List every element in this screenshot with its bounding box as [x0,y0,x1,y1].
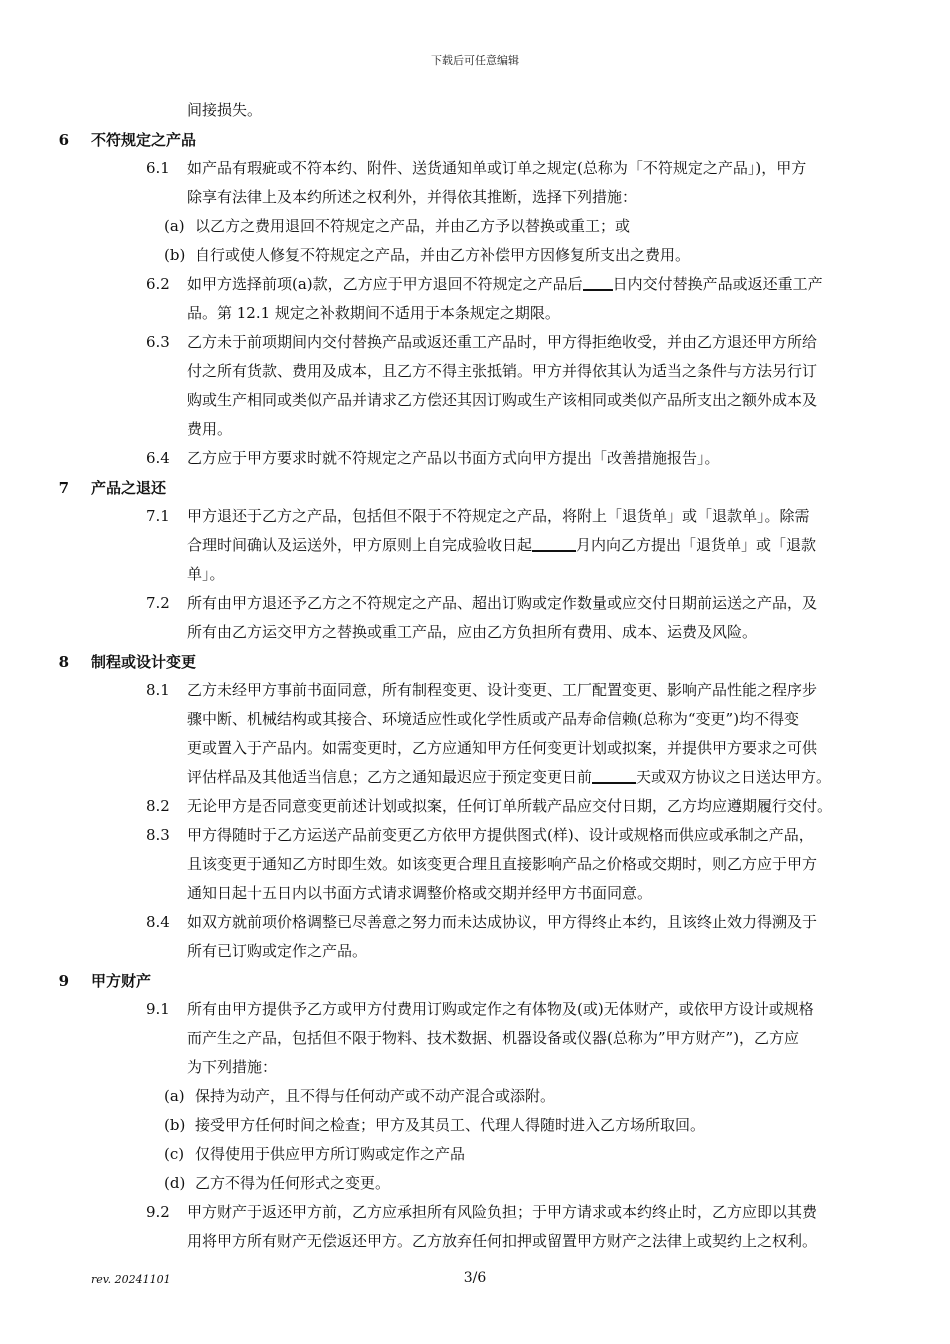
paragraph-line: 更或置入于产品内。如需变更时，乙方应通知甲方任何变更计划或拟案，并提供甲方要求之可供 [187,739,818,757]
clause-8-3 [0,821,950,850]
paragraph-line: 购或生产相同或类似产品并请求乙方偿还其因订购或生产该相同或类似产品所支出之额外成本及 [187,391,818,409]
section-title: 不符规定之产品 [91,131,197,149]
paragraph-line: 用将甲方所有财产无偿返还甲方。乙方放弃任何扣押或留置甲方财产之法律上或契约上之权利。 [187,1232,818,1250]
paragraph-line: 所有已订购或定作之产品。 [187,942,368,960]
clause-number: 7.2 [146,594,170,612]
clause-text: 合理时间确认及运送外，甲方原则上自完成验收日起 [187,536,533,554]
clause-number: 8.2 [146,797,170,815]
sub-item-d [0,1169,950,1198]
clause-text: 如双方就前项价格调整已尽善意之努力而未达成协议，甲方得终止本约，且该终止效力得溯及于 [187,913,818,931]
paragraph-line: 骤中断、机械结构或其接合、环境适应性或化学性质或产品寿命信赖(总称为“变更”)均不得变 [187,710,800,728]
clause-6-2 [0,270,950,299]
clause-text: 乙方应于甲方要求时就不符规定之产品以书面方式向甲方提出「改善措施报告」。 [187,449,720,467]
sub-item-label: (a) [164,1087,185,1105]
clause-number: 6.4 [146,449,170,467]
sub-item-text: 保持为动产，且不得与任何动产或不动产混合或添附。 [195,1087,556,1105]
clause-text: 所有由甲方退还予乙方之不符规定之产品、超出订购或定作数量或应交付日期前运送之产品，及 [187,594,818,612]
clause-7-2 [0,589,950,618]
clause-text: 如产品有瑕疵或不符本约、附件、送货通知单或订单之规定(总称为「不符规定之产品」)，甲方 [187,159,807,177]
paragraph-line: 品。第 12.1 规定之补救期间不适用于本条规定之期限。 [187,304,560,322]
paragraph-line: 且该变更于通知乙方时即生效。如该变更合理且直接影响产品之价格或交期时，则乙方应于甲方 [187,855,818,873]
section-number: 7 [58,478,69,497]
clause-number: 6.1 [146,159,170,177]
sub-item-text: 接受甲方任何时间之检查；甲方及其员工、代理人得随时进入乙方场所取回。 [195,1116,706,1134]
sub-item-text: 仅得使用于供应甲方所订购或定作之产品 [195,1145,466,1163]
clause-text: 评估样品及其他适当信息；乙方之通知最迟应于预定变更日前 [187,768,593,786]
sub-item-a [0,212,950,241]
section-title: 产品之退还 [91,479,167,497]
paragraph-line: 间接损失。 [187,101,263,119]
fill-in-blank[interactable] [583,273,613,291]
sub-item-label: (b) [164,246,186,264]
clause-number: 6.2 [146,275,170,293]
sub-item-text: 以乙方之费用退回不符规定之产品，并由乙方予以替换或重工；或 [195,217,631,235]
clause-8-4 [0,908,950,937]
clause-text: 乙方未于前项期间内交付替换产品或返还重工产品时，甲方得拒绝收受，并由乙方退还甲方所给 [187,333,818,351]
clause-text: 如甲方选择前项(a)款，乙方应于甲方退回不符规定之产品后 [187,275,583,293]
clause-text: 甲方财产于返还甲方前，乙方应承担所有风险负担；于甲方请求或本约终止时，乙方应即以其费 [187,1203,818,1221]
section-heading-6 [0,125,950,154]
paragraph-line: 费用。 [187,420,233,438]
clause-number: 8.1 [146,681,170,699]
paragraph-line: 单」。 [187,565,225,583]
section-number: 6 [58,130,69,149]
clause-text: 甲方得随时于乙方运送产品前变更乙方依甲方提供图式(样)、设计或规格而供应或承制之产品， [187,826,814,844]
clause-6-3 [0,328,950,357]
sub-item-label: (a) [164,217,185,235]
clause-number: 9.2 [146,1203,170,1221]
sub-item-c [0,1140,950,1169]
paragraph-line: 所有由乙方运交甲方之替换或重工产品，应由乙方负担所有费用、成本、运费及风险。 [187,623,758,641]
section-heading-9 [0,966,950,995]
paragraph-line: 通知日起十五日内以书面方式请求调整价格或交期并经甲方书面同意。 [187,884,653,902]
sub-item-label: (d) [164,1174,186,1192]
clause-text: 无论甲方是否同意变更前述计划或拟案，任何订单所载产品应交付日期，乙方均应遵期履行交付。 [187,797,833,815]
clause-number: 7.1 [146,507,170,525]
clause-number: 6.3 [146,333,170,351]
sub-item-b [0,1111,950,1140]
section-heading-8 [0,647,950,676]
clause-text: 所有由甲方提供予乙方或甲方付费用订购或定作之有体物及(或)无体财产，或依甲方设计或规格 [187,1000,814,1018]
clause-text: 月内向乙方提出「退货单」或「退款 [576,536,817,554]
page-number: 3/6 [463,1270,487,1286]
fill-in-blank[interactable] [592,766,636,784]
clause-8-1 [0,676,950,705]
sub-item-text: 自行或使人修复不符规定之产品，并由乙方补偿甲方因修复所支出之费用。 [195,246,691,264]
clause-6-4 [0,444,950,473]
paragraph-line: 付之所有货款、费用及成本，且乙方不得主张抵销。甲方并得依其认为适当之条件与方法另行订 [187,362,818,380]
clause-number: 8.3 [146,826,170,844]
paragraph-line: 而产生之产品，包括但不限于物料、技术数据、机器设备或仪器(总称为”甲方财产”)，乙方应 [187,1029,800,1047]
clause-6-1 [0,154,950,183]
paragraph-line [0,531,950,560]
sub-item-b [0,241,950,270]
clause-text: 日内交付替换产品或返还重工产 [612,275,823,293]
section-title: 甲方财产 [91,972,152,990]
document-body [0,96,950,1256]
clause-number: 9.1 [146,1000,170,1018]
fill-in-blank[interactable] [532,534,576,552]
page-header: 下载后可任意编辑 [431,54,519,67]
section-heading-7 [0,473,950,502]
clause-text: 天或双方协议之日送达甲方。 [636,768,832,786]
sub-item-label: (b) [164,1116,186,1134]
clause-8-2 [0,792,950,821]
clause-9-2 [0,1198,950,1227]
paragraph-line: 为下列措施： [187,1058,278,1076]
clause-7-1 [0,502,950,531]
sub-item-text: 乙方不得为任何形式之变更。 [195,1174,391,1192]
section-number: 9 [58,971,69,990]
sub-item-label: (c) [164,1145,185,1163]
section-title: 制程或设计变更 [91,653,197,671]
revision-label: rev. 20241101 [91,1273,171,1286]
sub-item-a [0,1082,950,1111]
clause-text: 乙方未经甲方事前书面同意，所有制程变更、设计变更、工厂配置变更、影响产品性能之程序步 [187,681,818,699]
clause-number: 8.4 [146,913,170,931]
clause-text: 甲方退还于乙方之产品，包括但不限于不符规定之产品，将附上「退货单」或「退款单」。除需 [187,507,810,525]
clause-9-1 [0,995,950,1024]
paragraph-line [0,763,950,792]
paragraph-line: 除享有法律上及本约所述之权利外，并得依其推断，选择下列措施： [187,188,638,206]
section-number: 8 [58,652,69,671]
